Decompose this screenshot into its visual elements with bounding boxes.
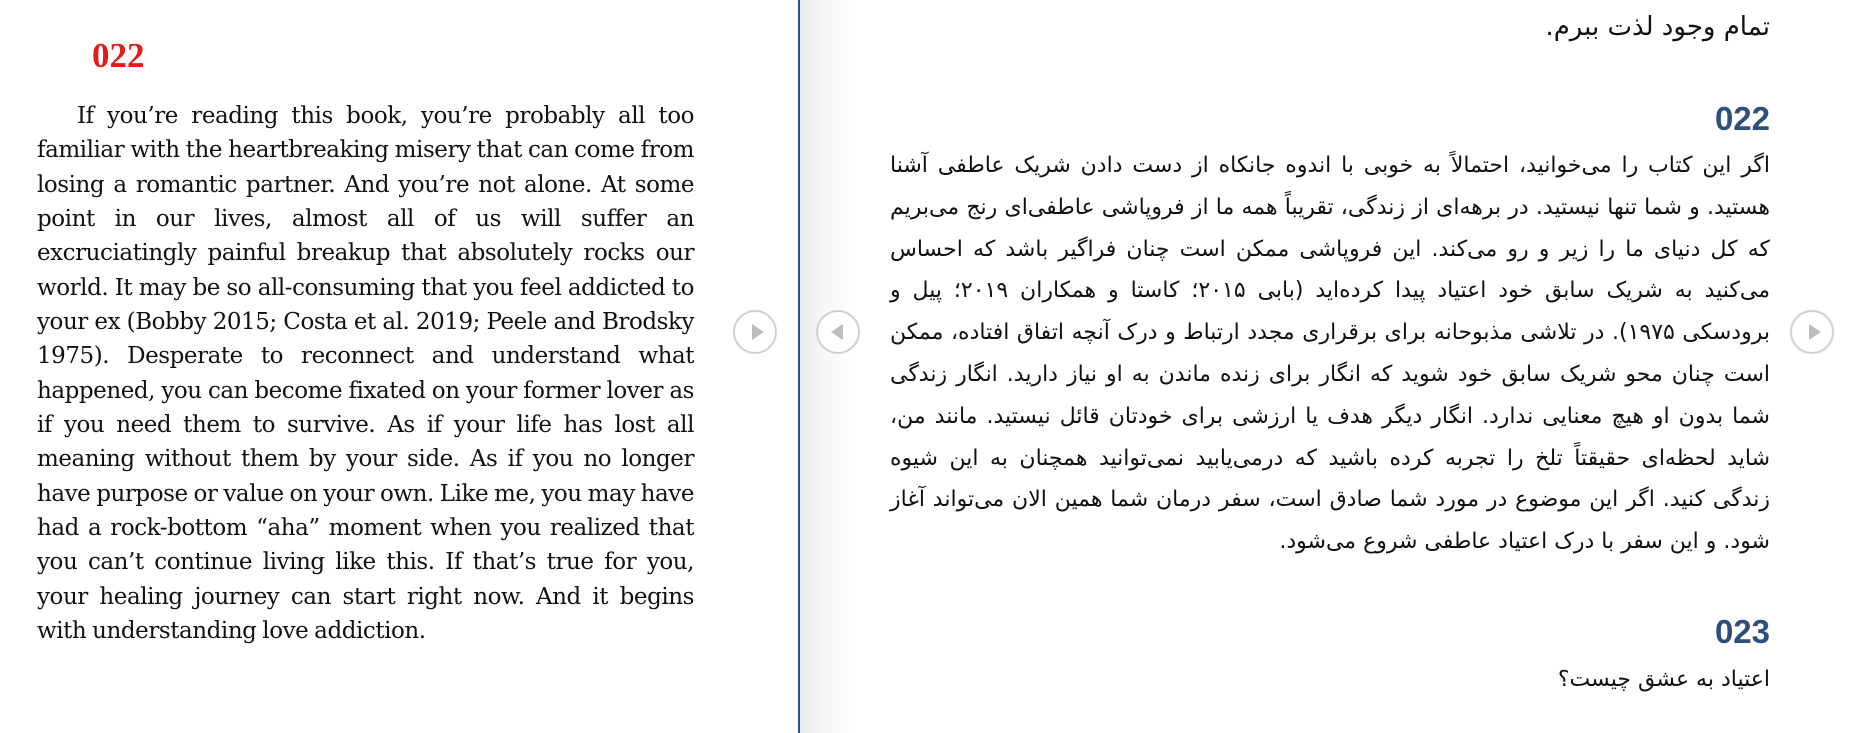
persian-section-number-022: 022 bbox=[1714, 100, 1770, 137]
persian-section-number-023: 023 bbox=[1714, 613, 1770, 650]
persian-top-line: تمام وجود لذت ببرم. bbox=[1545, 12, 1770, 42]
persian-page bbox=[800, 0, 1850, 733]
play-left-icon bbox=[831, 324, 843, 340]
persian-paragraph: اگر این کتاب را می‌خوانید، احتمالاً به خوبی با اندوه جانکاه از دست دادن شریک عاطفی آشنا هستید. و شما تنها نیستید. در برهه‌ای از زندگی، تقریباً همه ما از فروپاشی عاطفی‌ای رنج می‌بریم که کل دنیای ما را زیر و رو می‌کند. این فروپاشی ممکن است چنان فراگیر باشد که احساس می‌کنید به شریک سابق خود اعتیاد پیدا کرده‌اید (بابی ۲۰۱۵؛ کاستا و همکاران ۲۰۱۹؛ پیل و برودسکی ۱۹۷۵). در تلاشی مذبوحانه برای برقراری مجدد ارتباط و درک آنچه اتفاق افتاده، ممکن است چنان محو شریک سابق خود شوید که انگار برای زنده ماندن به او نیاز دارید. انگار زندگی شما بدون او هیچ معنایی ندارد. انگار دیگر هدف یا ارزشی برای خودتان قائل نیستید. مانند من، شاید لحظه‌ای حقیقتاً تلخ را تجربه کرده باشید که درمی‌یابید نمی‌توانید همچنان به این شیوه زندگی کنید. اگر این موضوع در مورد شما صادق است، سفر درمان شما همین الان می‌تواند آغاز شود. و این سفر با درک اعتیاد عاطفی شروع می‌شود. bbox=[890, 153, 1771, 555]
english-page bbox=[0, 0, 798, 733]
english-next-page-button[interactable] bbox=[733, 310, 777, 354]
play-right-icon bbox=[1809, 324, 1821, 340]
play-right-icon bbox=[752, 324, 764, 340]
persian-section-heading: اعتیاد به عشق چیست؟ bbox=[1557, 667, 1770, 692]
english-paragraph: If you’re reading this book, you’re probably all too familiar with the heartbreaking misery that can come from losing a romantic partner. And you’re not alone. At some point in our lives, almost all of us will suffer an excruciatingly painful breakup that absolutely rocks our world. It may be so all-consuming that you feel addicted to your ex (Bobby 2015; Costa et al. 2019; Peele and Brodsky 1975). Desperate to reconnect and understand what happened, you can become fixated on your former lover as if you need them to survive. As if your life has lost all meaning without them by your side. As if you no longer have purpose or value on your own. Like me, you may have had a rock-bottom “aha” moment when you realized that you can’t continue living like this. If that’s true for you, your healing journey can start right now. And it begins with understanding love addiction. bbox=[37, 103, 694, 645]
persian-prev-page-button[interactable] bbox=[816, 310, 860, 354]
persian-next-page-button[interactable] bbox=[1790, 310, 1834, 354]
english-page-number: 022 bbox=[92, 36, 145, 75]
